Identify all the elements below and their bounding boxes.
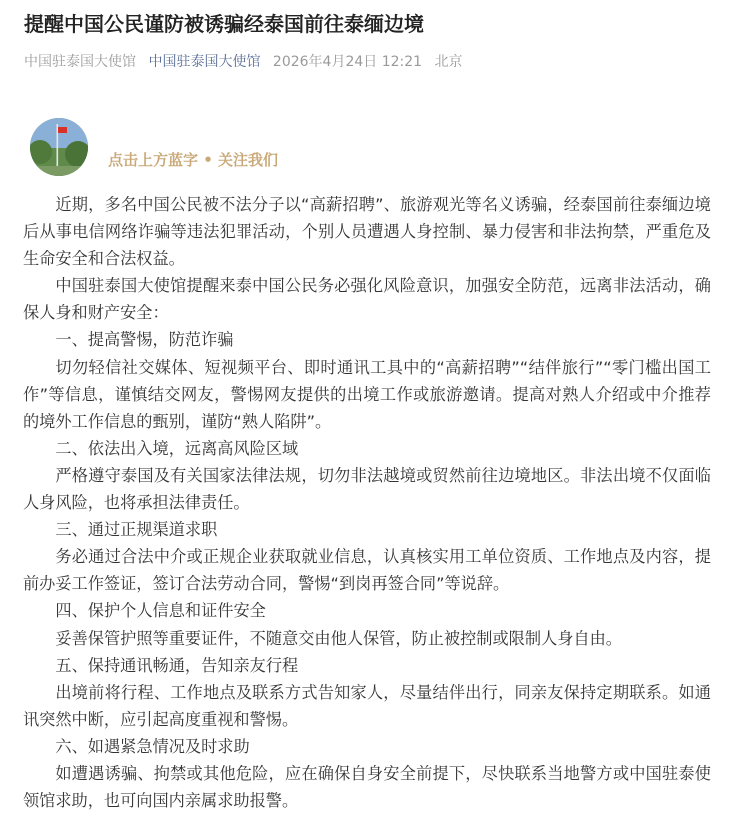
avatar[interactable] — [30, 118, 88, 176]
meta-source: 中国驻泰国大使馆 — [24, 54, 136, 70]
section-heading-4: 四、保护个人信息和证件安全 — [55, 601, 266, 621]
follow-prompt-text[interactable]: 点击上方蓝字 • 关注我们 — [108, 151, 279, 169]
section-body-2: 严格遵守泰国及有关国家法律法规，切勿非法越境或贸然前往边境地区。非法出境不仅面临人身风险，也将承担法律责任。 — [23, 465, 711, 513]
section-body-1: 切勿轻信社交媒体、短视频平台、即时通讯工具中的“高薪招聘”“结伴旅行”“零门槛出国工作”等信息，谨慎结交网友，警惕网友提供的出境工作或旅游邀请。提高对熟人介绍或中介推荐的境外工作信息的甄别，谨防“熟人陷阱”。 — [23, 357, 711, 431]
section-heading-2: 二、依法出入境，远离高风险区域 — [55, 438, 299, 458]
paragraph-reminder: 中国驻泰国大使馆提醒来泰中国公民务必强化风险意识，加强安全防范，远离非法活动，确保人身和财产安全： — [23, 276, 711, 323]
section-body-4: 妥善保管护照等重要证件，不随意交由他人保管，防止被控制或限制人身自由。 — [55, 628, 622, 648]
section-heading-3: 三、通过正规渠道求职 — [55, 520, 218, 540]
flagpole-photo-icon — [30, 118, 88, 176]
article-meta — [24, 52, 471, 72]
section-heading-6: 六、如遇紧急情况及时求助 — [55, 736, 250, 756]
section-body-3: 务必通过合法中介或正规企业获取就业信息，认真核实用工单位资质、工作地点及内容，提前办妥工作签证，签订合法劳动合同，警惕“到岗再签合同”等说辞。 — [23, 547, 711, 594]
article-body — [23, 191, 711, 814]
paragraph-intro: 近期，多名中国公民被不法分子以“高薪招聘”、旅游观光等名义诱骗，经泰国前往泰缅边境后从事电信网络诈骗等违法犯罪活动，个别人员遭遇人身控制、暴力侵害和非法拘禁，严重危及生命安全和合法权益。 — [23, 195, 711, 269]
section-heading-5: 五、保持通讯畅通，告知亲友行程 — [55, 655, 299, 675]
publish-date: 2026年4月24日 12:21 — [272, 54, 423, 70]
section-body-5: 出境前将行程、工作地点及联系方式告知家人，尽量结伴出行，同亲友保持定期联系。如通讯突然中断，应引起高度重视和警惕。 — [23, 682, 711, 729]
publish-location: 北京 — [434, 54, 463, 70]
follow-banner — [30, 118, 330, 178]
section-heading-1: 一、提高警惕，防范诈骗 — [55, 330, 234, 350]
account-name-link[interactable]: 中国驻泰国大使馆 — [148, 54, 261, 70]
section-body-6: 如遭遇诱骗、拘禁或其他危险，应在确保自身安全前提下，尽快联系当地警方或中国驻泰使领馆求助，也可向国内亲属求助报警。 — [23, 763, 711, 811]
article-title: 提醒中国公民谨防被诱骗经泰国前往泰缅边境 — [24, 12, 424, 36]
